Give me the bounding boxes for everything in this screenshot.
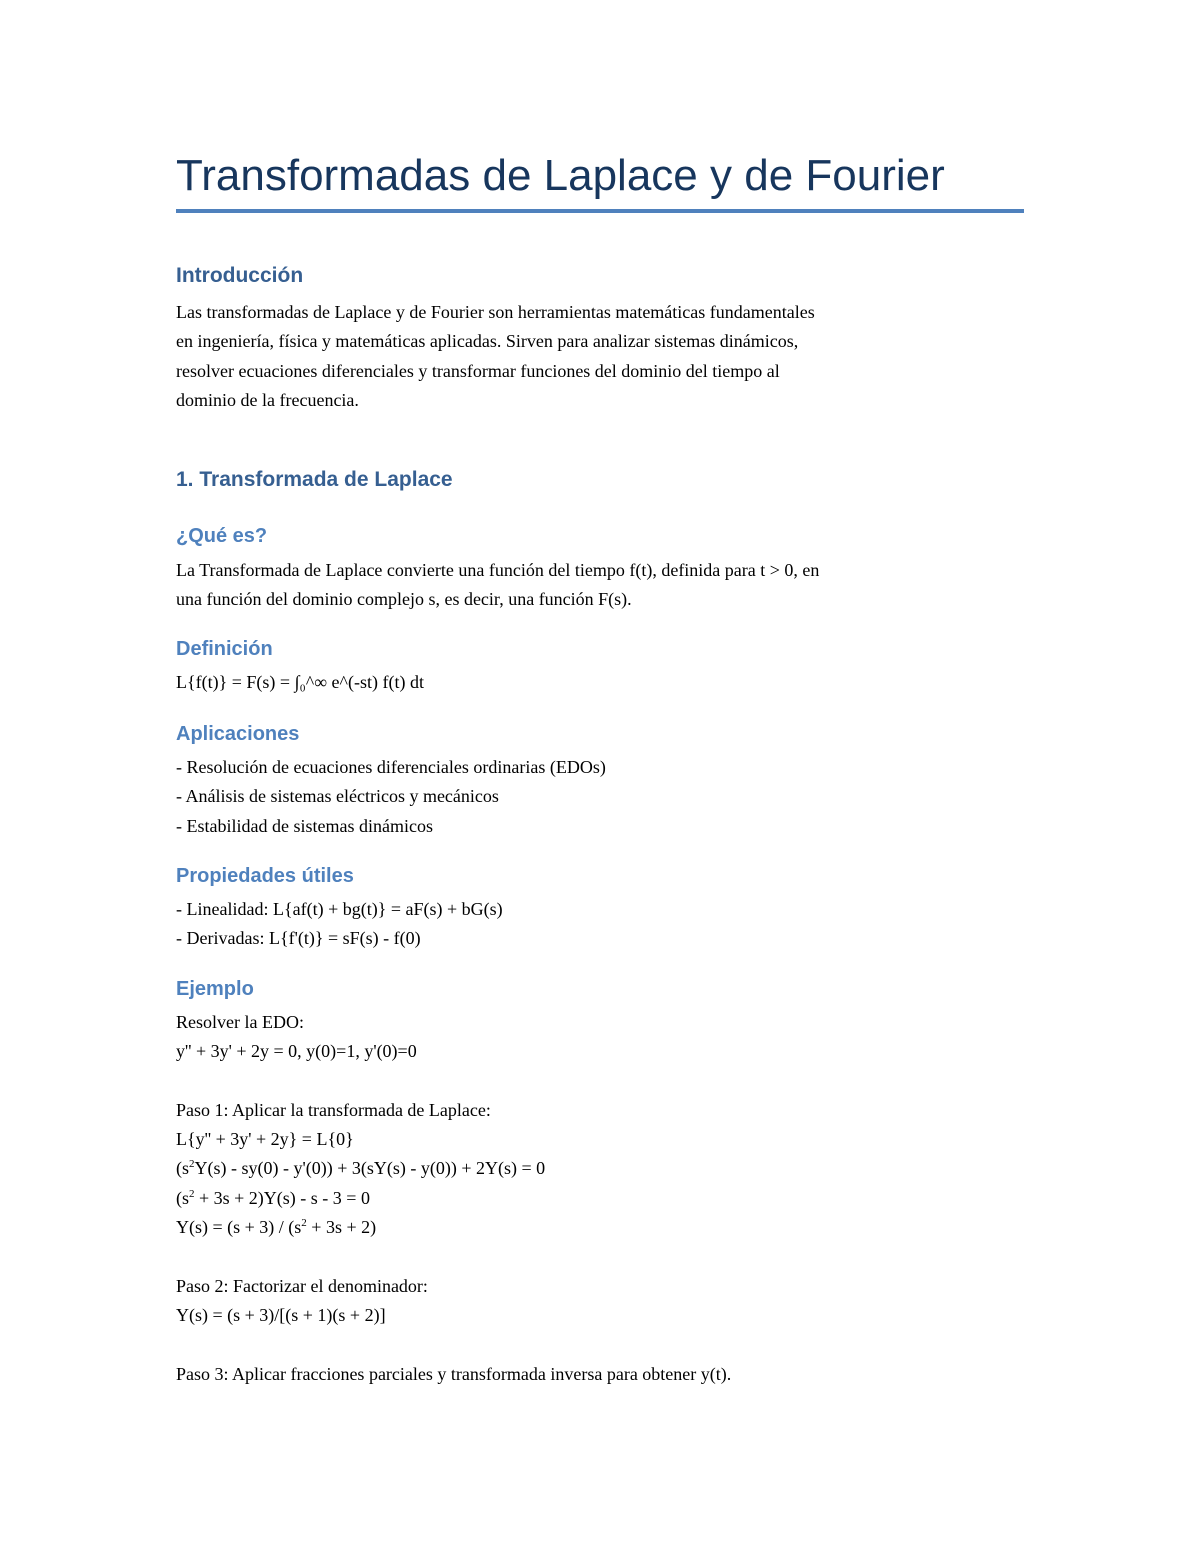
que-es-line: una función del dominio complejo s, es decir, una función F(s).	[176, 589, 632, 610]
intro-paragraph	[176, 298, 1024, 415]
superscript-two: 2	[301, 1217, 307, 1230]
que-es-line: La Transformada de Laplace convierte una función del tiempo f(t), definida para t > 0, en	[176, 560, 820, 580]
ejemplo-heading: Ejemplo	[176, 978, 254, 1000]
intro-heading: Introducción	[176, 264, 304, 287]
paso1-line: $(s^2 + 3s + 2)Y(s) - s - 3 = 0$	[176, 1187, 370, 1208]
laplace-heading: 1. Transformada de Laplace	[176, 468, 453, 491]
intro-line: dominio de la frecuencia.	[176, 389, 359, 410]
aplicaciones-list	[176, 753, 1024, 841]
propiedades-item: - Linealidad: L{af(t) + bg(t)} = aF(s) + bG(s)	[176, 899, 503, 919]
que-es-heading: ¿Qué es?	[176, 525, 268, 547]
paso1-line: $(s^2Y(s) - sy(0) - y'(0)) + 3(sY(s) - y(0)) + 2Y(s) = 0$	[176, 1158, 546, 1179]
intro-line: en ingeniería, física y matemáticas aplicadas. Sirven para analizar sistemas dinámicos,	[176, 331, 799, 352]
superscript-two: 2	[189, 1158, 195, 1171]
title-underline	[176, 209, 1024, 213]
paso2-label: Paso 2: Factorizar el denominador:	[176, 1275, 428, 1296]
definicion-formula-block	[176, 668, 1024, 697]
paso1-label: Paso 1: Aplicar la transformada de Laplace:	[176, 1099, 491, 1120]
paso1-line: $Y(s) = (s + 3) / (s^2 + 3s + 2)$	[176, 1217, 377, 1238]
aplicaciones-item: - Estabilidad de sistemas dinámicos	[176, 815, 433, 836]
aplicaciones-heading: Aplicaciones	[176, 723, 300, 745]
ejemplo-body	[176, 1008, 1024, 1389]
ejemplo-equation: y'' + 3y' + 2y = 0, y(0)=1, y'(0)=0	[176, 1041, 417, 1062]
propiedades-item: - Derivadas: L{f'(t)} = sF(s) - f(0)	[176, 928, 421, 949]
ejemplo-intro: Resolver la EDO:	[176, 1012, 304, 1032]
propiedades-heading: Propiedades útiles	[176, 865, 354, 887]
aplicaciones-item: - Resolución de ecuaciones diferenciales ordinarias (EDOs)	[176, 757, 606, 777]
paso2-line: Y(s) = (s + 3)/[(s + 1)(s + 2)]	[176, 1304, 386, 1325]
propiedades-list	[176, 895, 1024, 954]
intro-line: Las transformadas de Laplace y de Fourier son herramientas matemáticas fundamentales	[176, 302, 815, 322]
que-es-paragraph	[176, 556, 1024, 615]
aplicaciones-item: - Análisis de sistemas eléctricos y mecánicos	[176, 786, 499, 807]
definicion-heading: Definición	[176, 638, 273, 660]
definicion-formula: L{f(t)} = F(s) = ∫₀^∞ e^(-st) f(t) dt	[176, 672, 424, 692]
paso1-line: L{y'' + 3y' + 2y} = L{0}	[176, 1129, 354, 1150]
paso3-label: Paso 3: Aplicar fracciones parciales y transformada inversa para obtener y(t).	[176, 1363, 732, 1384]
superscript-two: 2	[189, 1187, 195, 1200]
intro-line: resolver ecuaciones diferenciales y transformar funciones del dominio del tiempo al	[176, 360, 780, 381]
document-title: Transformadas de Laplace y de Fourier	[176, 151, 945, 200]
